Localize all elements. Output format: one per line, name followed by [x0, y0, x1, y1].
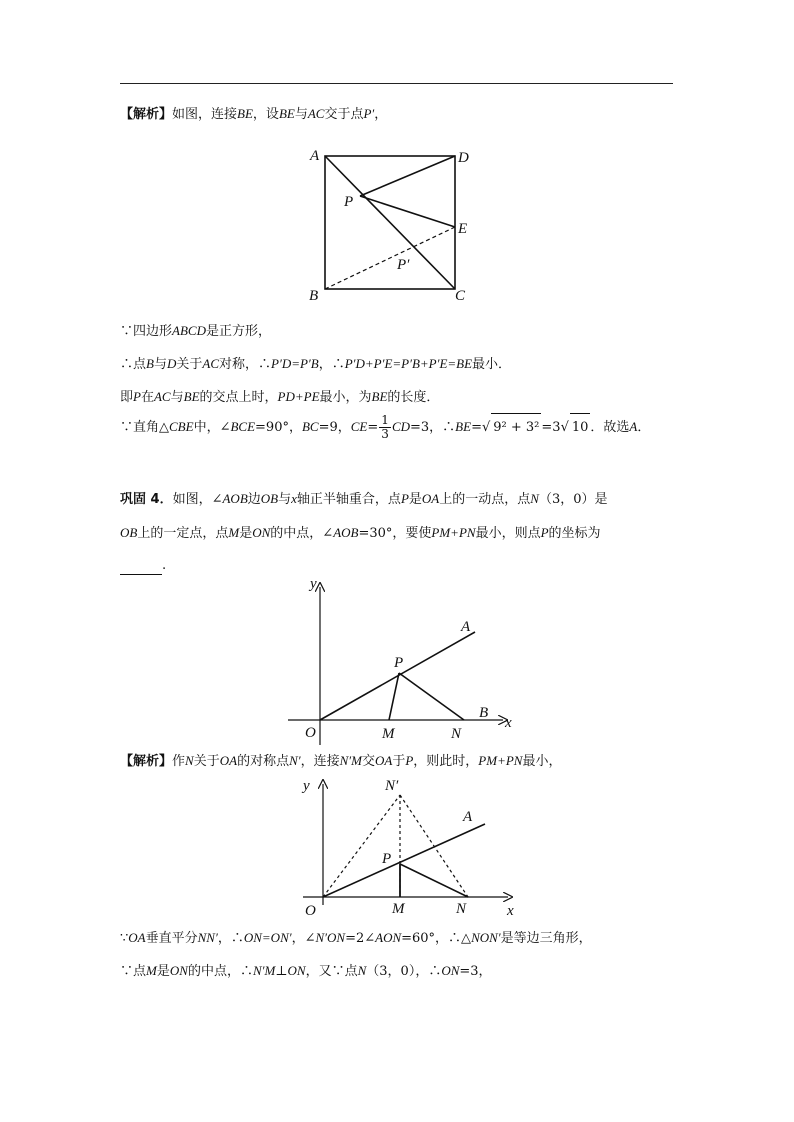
- label-P: P: [344, 194, 354, 210]
- label-M: M: [382, 726, 395, 742]
- figure-angle-aob: [288, 575, 528, 745]
- solution-intro: 【解析】如图，连接BE，设BE与AC交于点P′，: [120, 106, 388, 122]
- label-A: A: [463, 809, 473, 825]
- problem-4-answer-blank: .: [120, 557, 166, 575]
- solution-4-line-2: ∵OA垂直平分NN′，∴ON=ON′，∠N′ON=2∠AON=60°，∴△NON′是等边三角形，: [120, 930, 592, 946]
- radical-sum: 9² + 3²: [491, 413, 541, 442]
- problem-4-line-1: 巩固 4．如图，∠AOB边OB与x轴正半轴重合，点P是OA上的一动点，点N（3，0）是: [120, 491, 608, 507]
- label-x: x: [505, 715, 512, 731]
- problem-title: 巩固 4．: [120, 492, 173, 507]
- label-C: C: [455, 288, 466, 304]
- label-O: O: [305, 725, 316, 741]
- solution-4-line-1: 【解析】作N关于OA的对称点N′，连接N′M交OA于P，则此时，PM+PN最小，: [120, 753, 562, 769]
- label-B: B: [479, 705, 489, 721]
- header-rule: [120, 83, 673, 84]
- solution-line-4: ∵直角△CBE中，∠BCE=90°，BC=9，CE= $\frac{1}{3}$ CD=3，∴BE=√ 9² + 3² =3√ 10 ．故选A．: [120, 413, 651, 441]
- radical-ten: 10: [570, 413, 591, 442]
- label-P: P: [382, 851, 392, 867]
- label-y: y: [303, 778, 310, 794]
- solution-4-line-3: ∵点M是ON的中点，∴N′M⊥ON，又∵点N（3，0），∴ON=3，: [120, 963, 492, 979]
- label-x: x: [507, 903, 514, 919]
- label-E: E: [458, 221, 468, 237]
- label-y: y: [310, 576, 317, 592]
- figure-reflection: [293, 780, 523, 920]
- label-P: P: [394, 655, 404, 671]
- problem-4-line-2: OB上的一定点，点M是ON的中点，∠AOB=30°，要使PM+PN最小，则点P的坐标为: [120, 525, 601, 541]
- figure-square-abcd: [300, 140, 490, 310]
- solution-line-1: ∵四边形ABCD是正方形，: [120, 323, 271, 339]
- solution-line-3: 即P在AC与BE的交点上时，PD+PE最小，为BE的长度．: [120, 389, 440, 405]
- label-B: B: [309, 288, 319, 304]
- label-P-prime: P′: [397, 257, 410, 273]
- fraction-one-third: $\frac{1}{3}$: [381, 413, 389, 441]
- label-N-prime: N′: [385, 778, 399, 794]
- label-D: D: [458, 150, 469, 166]
- label-M: M: [392, 901, 405, 917]
- label-N: N: [456, 901, 467, 917]
- solution-line-2: ∴点B与D关于AC对称，∴P′D=P′B，∴P′D+P′E=P′B+P′E=BE最小．: [120, 356, 512, 372]
- answer-blank: [120, 562, 162, 575]
- label-A: A: [461, 619, 471, 635]
- label-A: A: [310, 148, 320, 164]
- label-N: N: [451, 726, 462, 742]
- solution-tag-2: 【解析】: [120, 754, 173, 769]
- solution-tag: 【解析】: [120, 107, 173, 122]
- label-O: O: [305, 903, 316, 919]
